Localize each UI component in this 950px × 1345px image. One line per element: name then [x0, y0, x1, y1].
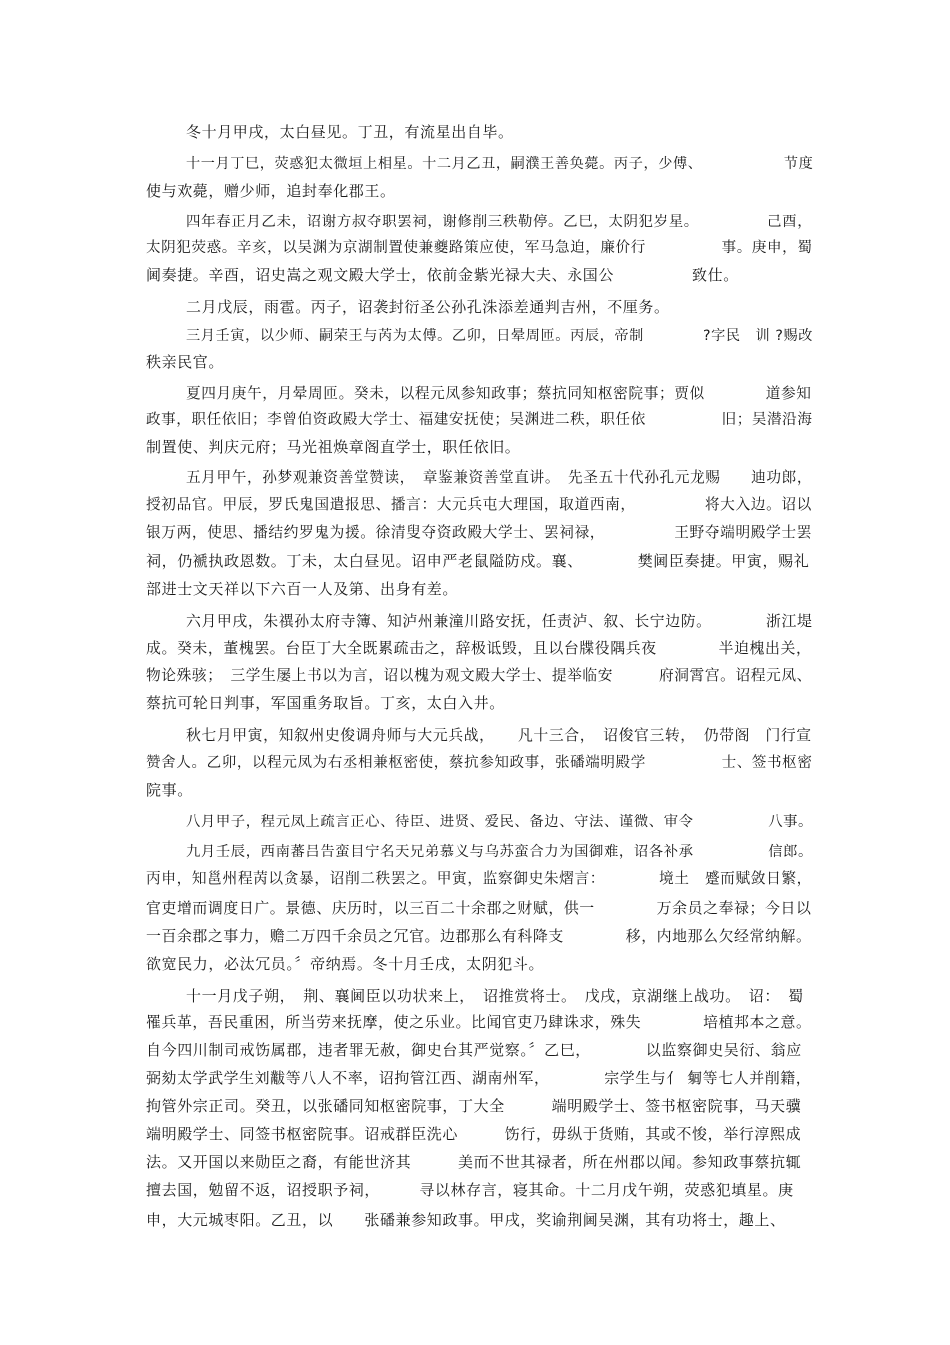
text-line: 秩亲民官。 — [146, 353, 225, 371]
text-line: 十一月戊子朔， 荆、襄阃臣以功状来上， 诏推赏将士。 戊戌，京湖继上战功。 诏： 蜀 — [186, 987, 804, 1005]
text-line: 六月甲戌，朱禩孙太府寺簿、知泸州兼潼川路安抚，任责泸、叙、长宁边防。 浙江堤 — [186, 612, 813, 630]
text-line: 一百余郡之事力，赡二万四千余员之冗官。边郡那么有科降支 移，内地那么欠经常纳解。 — [146, 927, 812, 945]
text-line: 银万两，使思、播结约罗鬼为援。徐清叟夺资政殿大学士、罢祠禄， 王野夺端明殿学士罢 — [146, 524, 812, 541]
text-line: 五月甲午，孙梦观兼资善堂赞读， 章鉴兼资善堂直讲。 先圣五十代孙孔元龙赐 迪功郎， — [186, 469, 813, 486]
text-line: 物论殊骇； 三学生屡上书以为言，诏以槐为观文殿大学士、提举临安 府洞霄宫。诏程元凤、 — [146, 667, 812, 684]
text-line: 法。又开国以来勋臣之裔，有能世济其 美而不世其禄者，所在州郡以闻。参知政事蔡抗辄 — [146, 1153, 802, 1171]
text-line: 四年春正月乙未，诏谢方叔夺职罢祠，谢修削三秩勒停。乙巳，太阴犯岁星。 己酉， — [186, 214, 813, 230]
text-line: 政事，职任依旧；李曾伯资政殿大学士、福建安抚使；吴渊进二秩，职任依 旧；吴潜沿海 — [146, 411, 813, 428]
text-line: 祠，仍褫执政恩数。丁未，太白昼见。诏申严老鼠隘防戍。襄、 樊阃臣奏捷。甲寅，赐礼 — [146, 552, 810, 570]
text-line: 阃奏捷。辛酉，诏史嵩之观文殿大学士，依前金紫光禄大夫、永国公 致仕。 — [146, 266, 739, 284]
text-line: 冬十月甲戌，太白昼见。丁丑，有流星出自毕。 — [186, 123, 514, 141]
text-line: 蔡抗可轮日判事，军国重务取旨。丁亥，太白入井。 — [146, 694, 505, 712]
text-line: 自今四川制司戒饬属郡，违者罪无赦，御史台其严觉察。〞乙巳， 以监察御史吴衍、翁应 — [146, 1041, 802, 1059]
text-line: 秋七月甲寅，知叙州史俊调舟师与大元兵战， 凡十三合， 诏俊官三转， 仍带阁 门行宣 — [186, 727, 812, 744]
text-line: 九月壬辰，西南蕃吕告蛮目宁名天兄弟慕义与乌苏蛮合力为国御难，诏各补承 信郎。 — [186, 844, 813, 860]
text-line: 部进士文天祥以下六百一人及第、出身有差。 — [146, 580, 459, 598]
text-line: 擅去国，勉留不返，诏授职予祠， 寻以林存言，寝其命。十二月戊午朔，荧惑犯填星。庚 — [146, 1181, 794, 1199]
text-line: 十一月丁巳，荧惑犯太微垣上相星。十二月乙丑，嗣濮王善奂薨。丙子，少傅、 节度 — [186, 156, 814, 172]
text-line: 拘管外宗正司。癸丑，以张磻同知枢密院事，丁大全 端明殿学士、签书枢密院事，马天骥 — [146, 1097, 802, 1115]
text-line: 丙申，知邕州程苪以贪暴，诏削二秩罢之。甲寅，监察御史朱熠言： 境土 蹙而赋敛日繁， — [146, 870, 812, 887]
text-line: 夏四月庚午，月晕周匝。癸未，以程元凤参知政事；蔡抗同知枢密院事；贾似 道参知 — [186, 385, 812, 402]
text-line: 使与欢薨，赠少师，追封奉化郡王。 — [146, 182, 396, 200]
text-line: 太阴犯荧惑。辛亥，以吴渊为京湖制置使兼夔路策应使，军马急迫，廉价行 事。庚申，蜀 — [146, 239, 813, 256]
text-line: 二月戊辰，雨雹。丙子，诏袭封衍圣公孙孔洙添差通判吉州，不厘务。 — [186, 298, 670, 316]
text-line: 赞舍人。乙卯，以程元凤为右丞相兼枢密使，蔡抗参知政事，张磻端明殿学 士、签书枢密 — [146, 754, 813, 771]
text-line: 弼劾太学武学生刘黻等八人不率，诏拘管江西、湖南州军， 宗学生与亻 匔等七人并削籍， — [146, 1069, 812, 1087]
text-line: 成。癸未，董槐罢。台臣丁大全既累疏击之，辞极诋毁，且以台牒役隅兵夜 半迫槐出关， — [146, 639, 812, 657]
text-line: 罹兵革，吾民重困，所当劳来抚摩，使之乐业。比闻官吏乃肆诛求，殊失 培植邦本之意。 — [146, 1013, 812, 1031]
text-line: 端明殿学士、同签书枢密院事。诏戒群臣洗心 饬行，毋纵于货贿，其或不悛，举行淳熙成 — [146, 1125, 802, 1143]
text-line: 授初品官。甲辰，罗氏鬼国遣报思、播言：大元兵屯大理国，取道西南， 将大入边。诏以 — [146, 496, 812, 513]
text-line: 三月壬寅，以少师、嗣荣王与芮为太傅。乙卯，日晕周匝。丙辰，帝制 ?字民 训 ?赐改 — [186, 328, 813, 344]
text-line: 官吏增而调度日广。景德、庆历时，以三百二十余郡之财赋，供一 万余员之奉禄；今日以 — [146, 899, 812, 917]
text-line: 申，大元城枣阳。乙丑，以 张磻兼参知政事。甲戌，奖谕荆阃吴渊，其有功将士，趣上、 — [146, 1211, 786, 1229]
text-line: 欲宽民力，必汰冗员。〞帝纳焉。冬十月壬戌，太阴犯斗。 — [146, 955, 545, 973]
text-line: 院事。 — [146, 781, 193, 799]
text-line: 八月甲子，程元凤上疏言正心、待臣、进贤、爱民、备边、守法、谨微、审令 八事。 — [186, 814, 813, 830]
text-line: 制置使、判庆元府；马光祖焕章阁直学士，职任依旧。 — [146, 438, 521, 456]
